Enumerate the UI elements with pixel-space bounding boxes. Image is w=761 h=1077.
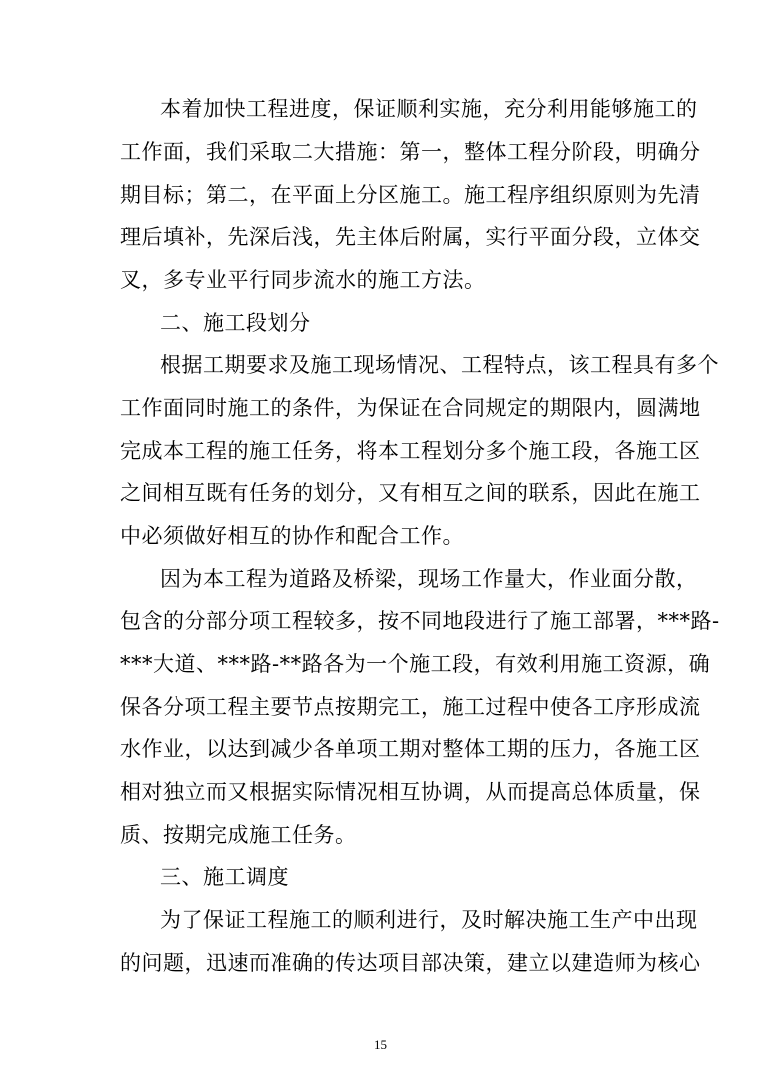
paragraph-line: 保各分项工程主要节点按期完工，施工过程中使各工序形成流 bbox=[120, 695, 701, 719]
paragraph-line: 工作面同时施工的条件，为保证在合同规定的期限内，圆满地 bbox=[120, 396, 701, 420]
paragraph-line: 因为本工程为道路及桥梁，现场工作量大，作业面分散， bbox=[160, 567, 698, 591]
paragraph-line: 之间相互既有任务的划分，又有相互之间的联系，因此在施工 bbox=[120, 481, 701, 505]
paragraph-line: 相对独立而又根据实际情况相互协调，从而提高总体质量，保 bbox=[120, 780, 701, 804]
paragraph-line: 期目标；第二，在平面上分区施工。施工程序组织原则为先清 bbox=[120, 183, 701, 207]
paragraph-line: 中必须做好相互的协作和配合工作。 bbox=[120, 524, 464, 548]
paragraph-line: 的问题，迅速而准确的传达项目部决策，建立以建造师为核心 bbox=[120, 951, 701, 975]
paragraph-line: 根据工期要求及施工现场情况、工程特点，该工程具有多个 bbox=[160, 353, 719, 377]
paragraph-line: 水作业，以达到减少各单项工期对整体工期的压力，各施工区 bbox=[120, 737, 701, 761]
paragraph-line: 质、按期完成施工任务。 bbox=[120, 823, 357, 847]
paragraph-line: 包含的分部分项工程较多，按不同地段进行了施工部署，***路- bbox=[120, 609, 720, 633]
paragraph-line: 工作面，我们采取二大措施：第一，整体工程分阶段，明确分 bbox=[120, 140, 701, 164]
paragraph-line: ***大道、***路-**路各为一个施工段，有效利用施工资源，确 bbox=[120, 652, 711, 676]
paragraph-line: 叉，多专业平行同步流水的施工方法。 bbox=[120, 268, 486, 292]
paragraph-line: 理后填补，先深后浅，先主体后附属，实行平面分段，立体交 bbox=[120, 225, 701, 249]
page-number: 15 bbox=[374, 1037, 387, 1052]
section-heading: 二、施工段划分 bbox=[160, 311, 311, 335]
paragraph-line: 为了保证工程施工的顺利进行，及时解决施工生产中出现 bbox=[160, 908, 698, 932]
section-heading: 三、施工调度 bbox=[160, 865, 289, 889]
paragraph-line: 本着加快工程进度，保证顺利实施，充分利用能够施工的 bbox=[160, 97, 698, 121]
paragraph-line: 完成本工程的施工任务，将本工程划分多个施工段，各施工区 bbox=[120, 439, 701, 463]
